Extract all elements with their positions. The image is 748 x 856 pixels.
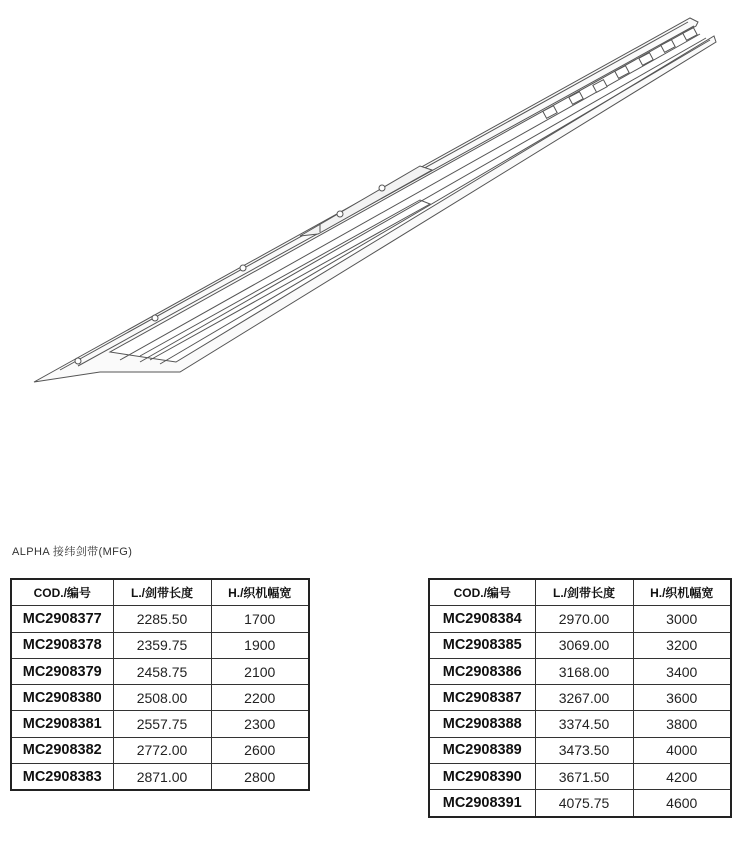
spec-table-left <box>10 578 310 791</box>
table-row <box>429 606 731 632</box>
header-code: COD./编号 <box>11 579 113 606</box>
width-cell: 2600 <box>211 737 309 763</box>
table-header-row <box>11 579 309 606</box>
length-cell: 2359.75 <box>113 632 211 658</box>
length-cell: 3168.00 <box>535 658 633 684</box>
code-cell: MC2908378 <box>11 632 113 658</box>
width-cell: 3000 <box>633 606 731 632</box>
table-row <box>11 685 309 711</box>
code-cell: MC2908377 <box>11 606 113 632</box>
table-header-row <box>429 579 731 606</box>
width-cell: 3800 <box>633 711 731 737</box>
table-row <box>11 606 309 632</box>
table-row <box>429 632 731 658</box>
length-cell: 2458.75 <box>113 658 211 684</box>
length-cell: 3671.50 <box>535 764 633 790</box>
width-cell: 1900 <box>211 632 309 658</box>
table-row <box>11 658 309 684</box>
width-cell: 2800 <box>211 764 309 791</box>
width-cell: 2200 <box>211 685 309 711</box>
header-width: H./织机幅宽 <box>633 579 731 606</box>
code-cell: MC2908391 <box>429 790 535 817</box>
code-cell: MC2908383 <box>11 764 113 791</box>
table-row <box>11 764 309 791</box>
table-row <box>429 711 731 737</box>
table-row <box>11 737 309 763</box>
table-row <box>429 658 731 684</box>
code-cell: MC2908390 <box>429 764 535 790</box>
length-cell: 2871.00 <box>113 764 211 791</box>
code-cell: MC2908384 <box>429 606 535 632</box>
code-cell: MC2908389 <box>429 737 535 763</box>
table-row <box>429 790 731 817</box>
length-cell: 3473.50 <box>535 737 633 763</box>
table-row <box>429 737 731 763</box>
width-cell: 4600 <box>633 790 731 817</box>
table-row <box>429 764 731 790</box>
code-cell: MC2908388 <box>429 711 535 737</box>
code-cell: MC2908382 <box>11 737 113 763</box>
table-row <box>11 711 309 737</box>
width-cell: 1700 <box>211 606 309 632</box>
code-cell: MC2908387 <box>429 685 535 711</box>
width-cell: 3200 <box>633 632 731 658</box>
length-cell: 2285.50 <box>113 606 211 632</box>
header-length: L./剑带长度 <box>113 579 211 606</box>
code-cell: MC2908381 <box>11 711 113 737</box>
table-row <box>429 685 731 711</box>
length-cell: 4075.75 <box>535 790 633 817</box>
spec-table-right <box>428 578 732 818</box>
width-cell: 3600 <box>633 685 731 711</box>
width-cell: 4200 <box>633 764 731 790</box>
width-cell: 2100 <box>211 658 309 684</box>
code-cell: MC2908379 <box>11 658 113 684</box>
width-cell: 3400 <box>633 658 731 684</box>
table-row <box>11 632 309 658</box>
length-cell: 3267.00 <box>535 685 633 711</box>
code-cell: MC2908380 <box>11 685 113 711</box>
code-cell: MC2908385 <box>429 632 535 658</box>
header-length: L./剑带长度 <box>535 579 633 606</box>
header-code: COD./编号 <box>429 579 535 606</box>
width-cell: 2300 <box>211 711 309 737</box>
length-cell: 2772.00 <box>113 737 211 763</box>
rapier-tape-illustration <box>0 0 748 420</box>
length-cell: 3374.50 <box>535 711 633 737</box>
length-cell: 2508.00 <box>113 685 211 711</box>
length-cell: 3069.00 <box>535 632 633 658</box>
product-caption: ALPHA 接纬剑带(MFG) <box>12 546 133 558</box>
length-cell: 2557.75 <box>113 711 211 737</box>
header-width: H./织机幅宽 <box>211 579 309 606</box>
length-cell: 2970.00 <box>535 606 633 632</box>
code-cell: MC2908386 <box>429 658 535 684</box>
width-cell: 4000 <box>633 737 731 763</box>
